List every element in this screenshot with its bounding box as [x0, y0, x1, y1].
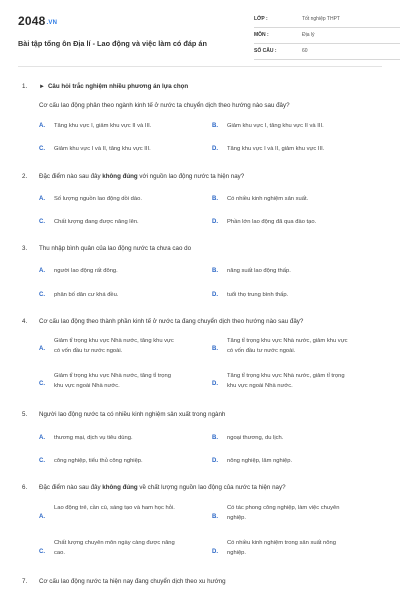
meta-row-subject — [254, 30, 400, 44]
option-text[interactable]: Có nhiều kinh nghiệm sản xuất. — [227, 196, 309, 202]
option-text[interactable]: Tăng tỉ trọng khu vực Nhà nước, giảm tỉ trọng khu vực ngoài Nhà nước. — [227, 373, 345, 389]
option-letter: C. — [39, 458, 45, 464]
logo-text: 2048 — [18, 14, 46, 28]
option-letter: D. — [212, 458, 218, 464]
option-letter: D. — [212, 292, 218, 298]
option-letter: C. — [39, 146, 45, 152]
header-divider — [18, 66, 382, 67]
question-text-part: Đặc điểm nào sau đây — [39, 484, 103, 491]
option-letter: A. — [39, 268, 45, 274]
question-text — [39, 173, 244, 180]
option-text[interactable]: Số lượng nguồn lao động dồi dào. — [54, 196, 142, 202]
option-letter: D. — [212, 549, 218, 555]
option-letter: B. — [212, 514, 218, 520]
option-text[interactable]: Có nhiều kinh nghiệm trong sản xuất nông nghiệp. — [227, 540, 336, 556]
option-text[interactable]: tuổi thọ trung bình thấp. — [227, 292, 289, 298]
option-letter: B. — [212, 435, 218, 441]
meta-key: SỐ CÂU : — [254, 48, 277, 54]
option-text[interactable]: năng suất lao động thấp. — [227, 268, 291, 274]
option-text[interactable]: Có tác phong công nghiệp, làm việc chuyên nghiệp. — [227, 505, 340, 521]
option-letter: B. — [212, 123, 218, 129]
question-text: Cơ cấu lao động nước ta hiện nay đang chuyển dịch theo xu hướng — [39, 578, 226, 585]
arrow-right-icon: ► — [39, 84, 45, 90]
option-text[interactable]: Giảm tỉ trọng khu vực Nhà nước, tăng tỉ trọng khu vực ngoài Nhà nước. — [54, 373, 171, 389]
option-text[interactable]: Tăng tỉ trọng khu vực Nhà nước, giảm khu vực có vốn đầu tư nước ngoài. — [227, 338, 348, 354]
option-letter: A. — [39, 123, 45, 129]
option-text[interactable]: Tăng khu vực I, giảm khu vực II và III. — [54, 123, 152, 129]
option-text[interactable]: ngoại thương, du lịch. — [227, 435, 284, 441]
option-letter: A. — [39, 435, 45, 441]
section-heading-text: Câu hỏi trắc nghiệm nhiều phương án lựa chọn — [47, 83, 189, 90]
question-number: 2. — [22, 173, 28, 180]
option-text[interactable]: người lao động rất đông. — [54, 268, 118, 274]
option-letter: C. — [39, 292, 45, 298]
option-text[interactable]: Giảm khu vực I, tăng khu vực II và III. — [227, 123, 324, 129]
option-letter: D. — [212, 219, 218, 225]
option-letter: C. — [39, 381, 45, 387]
document-header — [18, 14, 386, 58]
meta-row-class — [254, 14, 400, 28]
section-heading — [39, 83, 188, 90]
meta-value: Địa lý — [302, 32, 315, 38]
option-text[interactable]: công nghiệp, tiểu thủ công nghiệp. — [54, 458, 143, 464]
question-text-part: về chất lượng nguồn lao động của nước ta hiện nay? — [137, 484, 286, 491]
question-number: 3. — [22, 245, 28, 252]
question-number: 1. — [22, 83, 28, 90]
question-number: 5. — [22, 411, 28, 418]
option-text[interactable]: Giảm khu vực I và II, tăng khu vực III. — [54, 146, 151, 152]
option-text[interactable]: nông nghiệp, lâm nghiệp. — [227, 458, 293, 464]
question-text: Người lao động nước ta có nhiều kinh nghiệm sản xuất trong ngành — [39, 411, 226, 418]
option-letter: D. — [212, 146, 218, 152]
question-number: 4. — [22, 318, 28, 325]
question-text — [39, 484, 286, 491]
document-meta — [254, 14, 400, 62]
question-text: Thu nhập bình quân của lao động nước ta chưa cao do — [39, 245, 192, 252]
meta-value: 60 — [302, 48, 308, 54]
question-text-emphasis: không đúng — [102, 484, 138, 491]
option-text[interactable]: Lao động trẻ, cần cù, sáng tạo và ham học hỏi. — [54, 505, 175, 511]
option-text[interactable]: Chất lượng chuyên môn ngày càng được nâng cao. — [54, 540, 175, 556]
option-text[interactable]: Tăng khu vực I và II, giảm khu vực III. — [227, 146, 325, 152]
document-title: Bài tập tổng ôn Địa lí - Lao động và việc làm có đáp án — [18, 39, 207, 48]
option-letter: B. — [212, 346, 218, 352]
site-logo[interactable] — [18, 14, 57, 28]
meta-row-count — [254, 46, 400, 60]
option-letter: B. — [212, 268, 218, 274]
question-text: Cơ cấu lao động theo thành phần kinh tế ở nước ta đang chuyển dịch theo hướng nào sau đây? — [39, 318, 304, 325]
logo-suffix: .VN — [46, 20, 58, 26]
question-text-emphasis: không đúng — [102, 173, 138, 180]
option-text[interactable]: phân bố dân cư khá đều. — [54, 292, 119, 298]
option-text[interactable]: Giảm tỉ trọng khu vực Nhà nước, tăng khu vực có vốn đầu tư nước ngoài. — [54, 338, 174, 354]
option-letter: D. — [212, 381, 218, 387]
question-text-part: Đặc điểm nào sau đây — [39, 173, 103, 180]
question-text-part: với nguồn lao động nước ta hiện nay? — [137, 173, 245, 180]
option-letter: C. — [39, 549, 45, 555]
option-text[interactable]: thương mại, dịch vụ tiêu dùng. — [54, 435, 133, 441]
option-letter: B. — [212, 196, 218, 202]
meta-value: Tốt nghiệp THPT — [302, 16, 340, 22]
question-number: 6. — [22, 484, 28, 491]
question-number: 7. — [22, 578, 28, 585]
question-text: Cơ cấu lao động phân theo ngành kinh tế ở nước ta chuyển dịch theo hướng nào sau đây? — [39, 102, 290, 109]
meta-key: MÔN : — [254, 32, 269, 38]
option-letter: A. — [39, 346, 45, 352]
option-text[interactable]: Chất lượng đang được nâng lên. — [54, 219, 139, 225]
option-letter: C. — [39, 219, 45, 225]
meta-key: LỚP : — [254, 16, 268, 22]
option-text[interactable]: Phần lớn lao động đã qua đào tạo. — [227, 219, 317, 225]
option-letter: A. — [39, 196, 45, 202]
option-letter: A. — [39, 514, 45, 520]
